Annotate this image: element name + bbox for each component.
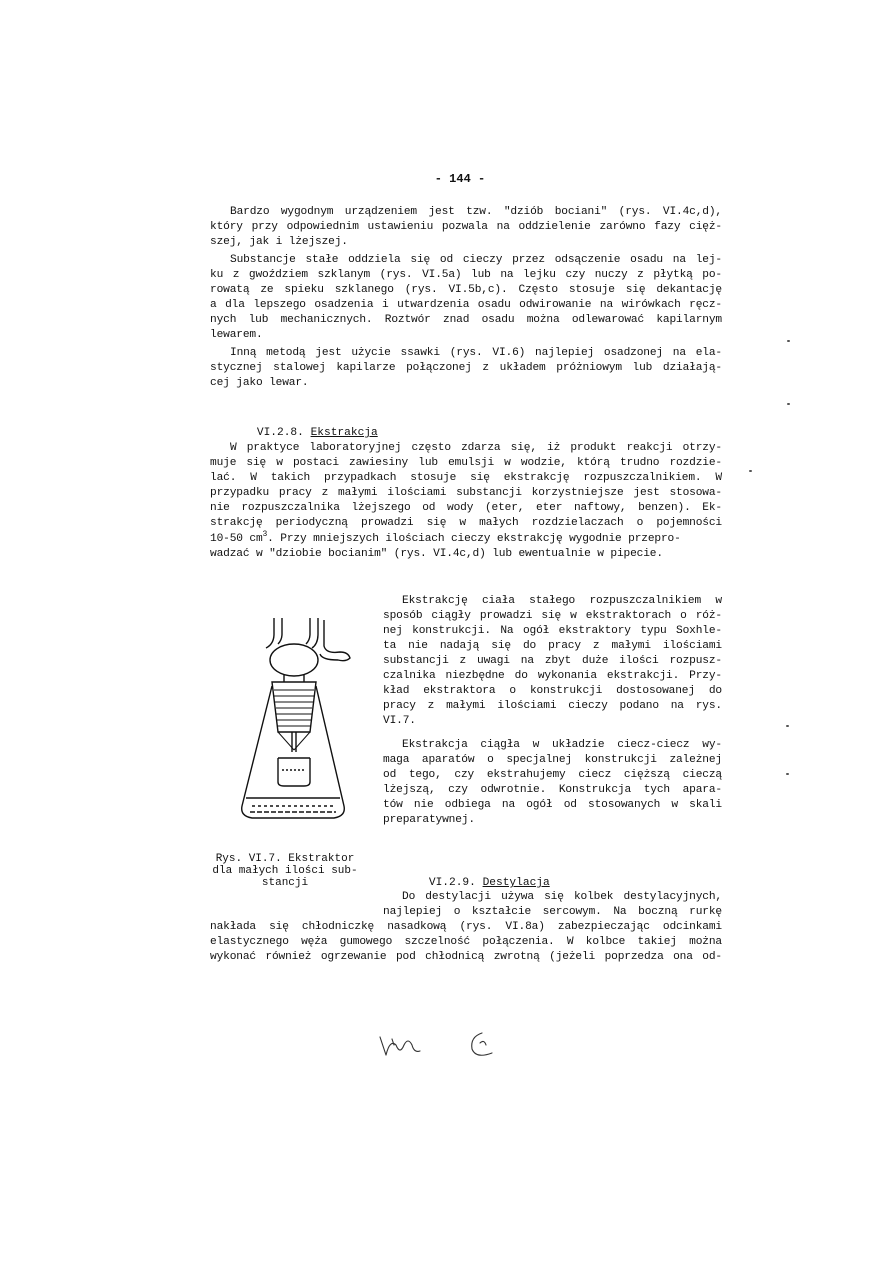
para3-line-1: Inną metodą jest użycie ssawki (rys. VI.6) najlepiej osadzonej na ela-: [230, 347, 722, 359]
para2-line-5: nych lub mechanicznych. Roztwór znad osadu można odlewarować kapilarnym: [210, 314, 722, 326]
para5-line-3: nej konstrukcji. Na ogół ekstraktory typu Soxhle-: [383, 625, 722, 637]
para4-line-8: wadzać w "dziobie bocianim" (rys. VI.4c,d) lub ewentualnie w pipecie.: [210, 548, 663, 560]
para7-line-2: najlepiej o kształcie sercowym. Na boczną rurkę: [383, 906, 722, 918]
page-number: - 144 -: [434, 172, 486, 186]
para7-line-4: elastycznego węża gumowego szczelność połączenia. W kolbce takiej można: [210, 936, 722, 948]
section-number: VI.2.8.: [256, 427, 304, 439]
para3-line-3: cej jako lewar.: [210, 377, 309, 389]
para7-line-1: Do destylacji używa się kolbek destylacyjnych,: [402, 891, 722, 903]
para6-line-1: Ekstrakcja ciągła w układzie ciecz-ciecz wy-: [402, 739, 722, 751]
para5-line-4: ta nie nadają się do pracy z małymi ilościami: [383, 640, 722, 652]
para5-line-1: Ekstrakcję ciała stałego rozpuszczalnikiem w: [402, 595, 722, 607]
extractor-figure: [222, 610, 362, 842]
para4-line-7: [210, 532, 681, 547]
handwritten-marks: [370, 1015, 520, 1075]
para5-line-8: pracy z małymi ilościami cieczy podano na rys.: [383, 700, 722, 712]
volume-text: 10-50 cm: [210, 533, 263, 545]
para6-line-5: tów nie odbiega na ogół od stosowanych w skali: [383, 799, 722, 811]
figure-caption: Rys. VI.7. Ekstraktor dla małych ilości sub- stancji: [212, 853, 358, 889]
section-title: Ekstrakcja: [310, 427, 378, 439]
para2-line-4: a dla lepszego osadzenia i utwardzenia osadu odwirowanie na wirówkach ręcz-: [210, 299, 722, 311]
para2-line-2: ku z gwoździem szklanym (rys. VI.5a) lub na lejku czy nuczy z płytką po-: [210, 269, 722, 281]
scan-speck: [786, 773, 789, 775]
scan-speck: [787, 340, 790, 342]
para5-line-9: VI.7.: [383, 715, 416, 727]
scan-speck: [787, 403, 790, 405]
scan-speck: [749, 470, 752, 472]
para1-line-2: który przy odpowiednim ustawieniu pozwala na oddzielenie zarówno fazy cięż-: [210, 221, 722, 233]
para2-line-6: lewarem.: [210, 329, 263, 341]
para4-line-5: nie rozpuszczalnika lżejszego od wody (eter, eter naftowy, benzen). Ek-: [210, 502, 722, 514]
para1-line-1: Bardzo wygodnym urządzeniem jest tzw. "dziób bociani" (rys. VI.4c,d),: [230, 206, 722, 218]
para7-line-5: wykonać również ogrzewanie pod chłodnicą zwrotną (jeżeli poprzedza ona od-: [210, 951, 722, 963]
scan-speck: [786, 725, 789, 727]
para6-line-4: lżejszą, czy odwrotnie. Konstrukcja tych apara-: [383, 784, 722, 796]
para5-line-6: czalnika niezbędne do wykonania ekstrakcji. Przy-: [383, 670, 722, 682]
section-number: VI.2.9.: [428, 877, 476, 889]
para4-line-2: muje się w postaci zawiesiny lub emulsji w wodzie, którą trudno rozdzie-: [210, 457, 722, 469]
para4-line-3: lać. W takich przypadkach stosuje się ekstrakcję rozpuszczalnikiem. W: [210, 472, 722, 484]
para1-line-3: szej, jak i lżejszej.: [210, 236, 348, 248]
para2-line-3: rowatą ze spieku szklanego (rys. VI.5b,c). Często stosuje się dekantację: [210, 284, 722, 296]
para6-line-2: maga aparatów o specjalnej konstrukcji zależnej: [383, 754, 722, 766]
volume-superscript: 3: [262, 530, 268, 539]
volume-rest: . Przy mniejszych ilościach cieczy ekstrakcję wygodnie przepro-: [267, 533, 681, 545]
para3-line-2: stycznej stalowej kapilarze połączonej z układem próżniowym lub działają-: [210, 362, 722, 374]
para5-line-2: sposób ciągły prowadzi się w ekstraktorach o róż-: [383, 610, 722, 622]
para6-line-6: preparatywnej.: [383, 814, 475, 826]
para4-line-4: przypadku pracy z małymi ilościami substancji korzystniejsze jest stosowa-: [210, 487, 722, 499]
para7-line-3: nakłada się chłodniczkę nasadkową (rys. VI.8a) zabezpieczając odcinkami: [210, 921, 722, 933]
para5-line-7: kład ekstraktora o konstrukcji dostosowanej do: [383, 685, 722, 697]
para6-line-3: od tego, czy ekstrahujemy ciecz cięższą cieczą: [383, 769, 722, 781]
para5-line-5: substancji z uwagi na zbyt duże ilości rozpusz-: [383, 655, 722, 667]
para2-line-1: Substancje stałe oddziela się od cieczy przez odsączenie osadu na lej-: [230, 254, 722, 266]
para4-line-1: W praktyce laboratoryjnej często zdarza się, iż produkt reakcji otrzy-: [230, 442, 722, 454]
para4-line-6: strakcję periodyczną prowadzi się w małych rozdzielaczach o pojemności: [210, 517, 722, 529]
section-title: Destylacja: [482, 877, 550, 889]
